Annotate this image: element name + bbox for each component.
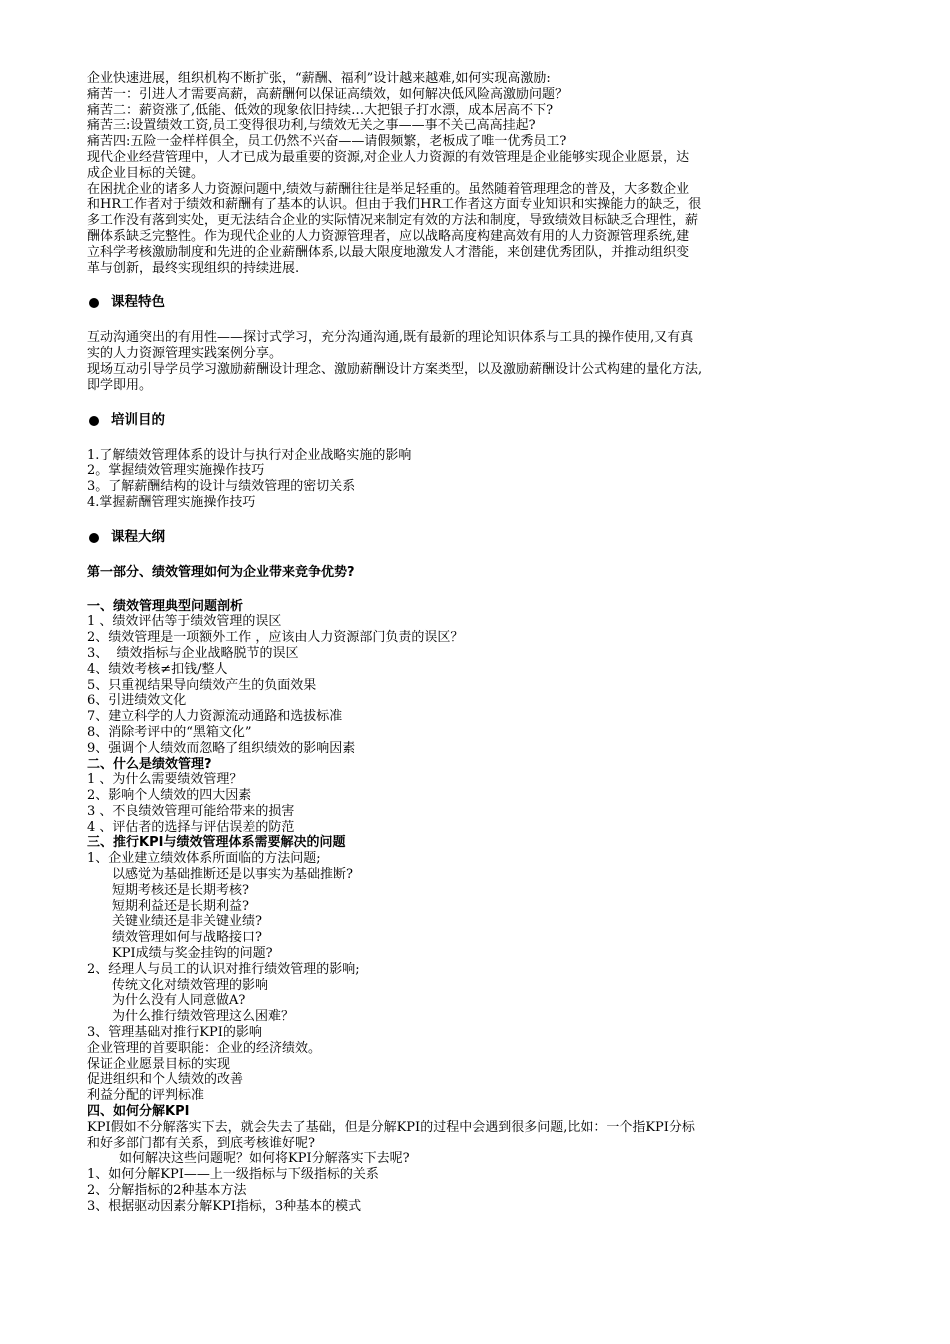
outline-subitem: 企业管理的首要职能：企业的经济绩效。 [87,1040,322,1056]
document-page [87,71,877,1215]
outline-heading-text: 课程大纲 [111,528,165,545]
intro-line: 成企业目标的关键。 [87,165,205,181]
intro-line: 企业快速进展，组织机构不断扩张，“薪酬、福利”设计越来越难,如何实现高激励: [87,71,551,86]
intro-line: 多工作没有落到实处，更无法结合企业的实际情况来制定有效的方法和制度，导致绩效目标缺乏合理性，薪 [87,213,699,229]
goals-item: 2。掌握绩效管理实施操作技巧 [87,463,265,479]
goals-section [87,448,877,511]
intro-line: 革与创新，最终实现组织的持续进展. [87,260,300,276]
outline-item: 3、 绩效指标与企业战略脱节的误区 [87,645,299,661]
outline-paragraph: KPI假如不分解落实下去，就会失去了基础，但是分解KPI的过程中会遇到很多问题,比如：一个指KPI分标 [87,1119,695,1135]
intro-line: 酬体系缺乏完整性。作为现代企业的人力资源管理者，应以战略高度构建高效有用的人力资源管理系统,建 [87,228,690,244]
outline-subitem: 为什么推行绩效管理这么困难？ [112,1009,295,1025]
outline-item: 4、绩效考核≠扣钱/整人 [87,661,228,677]
bullet-icon [89,416,99,426]
intro-line: 痛苦四:五险一金样样俱全，员工仍然不兴奋——请假频繁，老板成了唯一优秀员工? [87,134,567,150]
goals-item: 4.掌握薪酬管理实施操作技巧 [87,494,256,510]
outline-item: 2、绩效管理是一项额外工作 ，应该由人力资源部门负责的误区？ [87,630,464,646]
outline-subitem: 为什么没有人同意做A? [112,993,246,1009]
goals-heading-text: 培训目的 [111,411,165,428]
outline-item: 3、管理基础对推行KPI的影响 [87,1025,262,1041]
outline-item: 2、分解指标的2种基本方法 [87,1183,247,1199]
intro-line: 立科学考核激励制度和先进的企业薪酬体系,以最大限度地激发人才潜能，来创建优秀团队，并推动组织变 [87,244,690,260]
features-section [87,330,877,393]
features-heading-text: 课程特色 [111,294,165,311]
outline-item: 1 、绩效评估等于绩效管理的误区 [87,614,282,630]
bullet-icon [89,298,99,308]
outline-subitem: 以感觉为基础推断还是以事实为基础推断? [112,867,353,883]
outline-item: 6、引进绩效文化 [87,693,187,709]
outline-heading [87,529,877,547]
intro-line: 在困扰企业的诸多人力资源问题中,绩效与薪酬往往是举足轻重的。虽然随着管理理念的普及，大多数企业 [87,181,690,197]
features-heading [87,294,877,312]
outline-item: 9、强调个人绩效而忽略了组织绩效的影响因素 [87,740,356,756]
outline-subitem: 短期考核还是长期考核? [112,882,249,898]
outline-question: 如何解决这些问题呢？如何将KPI分解落实下去呢? [119,1151,410,1167]
outline-item: 1、如何分解KPI——上一级指标与下级指标的关系 [87,1167,379,1183]
outline-item: 5、只重视结果导向绩效产生的负面效果 [87,677,317,693]
outline-item: 3 、不良绩效管理可能给带来的损害 [87,803,295,819]
outline-subitem: 保证企业愿景目标的实现 [87,1056,231,1072]
outline-subitem: 利益分配的评判标准 [87,1088,205,1104]
outline-item: 3、根据驱动因素分解KPI指标，3种基本的模式 [87,1198,362,1214]
features-line: 现场互动引导学员学习激励薪酬设计理念、激励薪酬设计方案类型，以及激励薪酬设计公式构建的量化方法, [87,361,703,377]
outline-subitem: 关键业绩还是非关键业绩? [112,914,262,930]
section-title: 一、绩效管理典型问题剖析 [87,598,244,614]
outline-paragraph: 和好多部门都有关系，到底考核谁好呢? [87,1135,315,1151]
intro-line: 痛苦一：引进人才需要高薪，高薪酬何以保证高绩效，如何解决低风险高激励问题？ [87,86,569,102]
outline-item: 2、经理人与员工的认识对推行绩效管理的影响; [87,961,360,977]
outline-item: 1、企业建立绩效体系所面临的方法问题; [87,851,321,867]
intro-line: 痛苦二：薪资涨了,低能、低效的现象依旧持续…大把银子打水漂，成本居高不下? [87,102,554,118]
goals-item: 1.了解绩效管理体系的设计与执行对企业战略实施的影响 [87,447,412,463]
outline-item: 7、建立科学的人力资源流动通路和选拔标准 [87,709,343,725]
outline-subitem: 传统文化对绩效管理的影响 [112,977,269,993]
outline-item: 1 、为什么需要绩效管理？ [87,772,243,788]
outline-subitem: 短期利益还是长期利益? [112,898,249,914]
outline-item: 2、影响个人绩效的四大因素 [87,788,252,804]
outline-item: 8、消除考评中的“黑箱文化” [87,724,252,740]
section-title: 二、什么是绩效管理? [87,756,212,772]
outline-item: 4 、评估者的选择与评估误差的防范 [87,819,295,835]
intro-line: 和HR工作者对于绩效和薪酬有了基本的认识。但由于我们HR工作者这方面专业知识和实操能力的缺乏，很 [87,197,702,213]
outline-subitem: 绩效管理如何与战略接口? [112,930,262,946]
outline-subitem: 促进组织和个人绩效的改善 [87,1072,244,1088]
goals-item: 3。了解薪酬结构的设计与绩效管理的密切关系 [87,479,356,495]
goals-heading [87,412,877,430]
part-title: 第一部分、绩效管理如何为企业带来竞争优势? [87,564,355,580]
outline-subitem: KPI成绩与奖金挂钩的问题? [112,946,273,962]
intro-line: 痛苦三:设置绩效工资,员工变得很功利,与绩效无关之事——事不关己高高挂起? [87,118,536,134]
bullet-icon [89,533,99,543]
features-line: 即学即用。 [87,377,153,393]
features-line: 实的人力资源管理实践案例分享。 [87,346,283,362]
section-title: 三、推行KPI与绩效管理体系需要解决的问题 [87,835,346,851]
section-title: 四、如何分解KPI [87,1104,190,1120]
intro-section [87,71,877,276]
features-line: 互动沟通突出的有用性——探讨式学习，充分沟通沟通,既有最新的理论知识体系与工具的操作使用,又有真 [87,330,694,346]
intro-line: 现代企业经营管理中，人才已成为最重要的资源,对企业人力资源的有效管理是企业能够实现企业愿景，达 [87,149,690,165]
